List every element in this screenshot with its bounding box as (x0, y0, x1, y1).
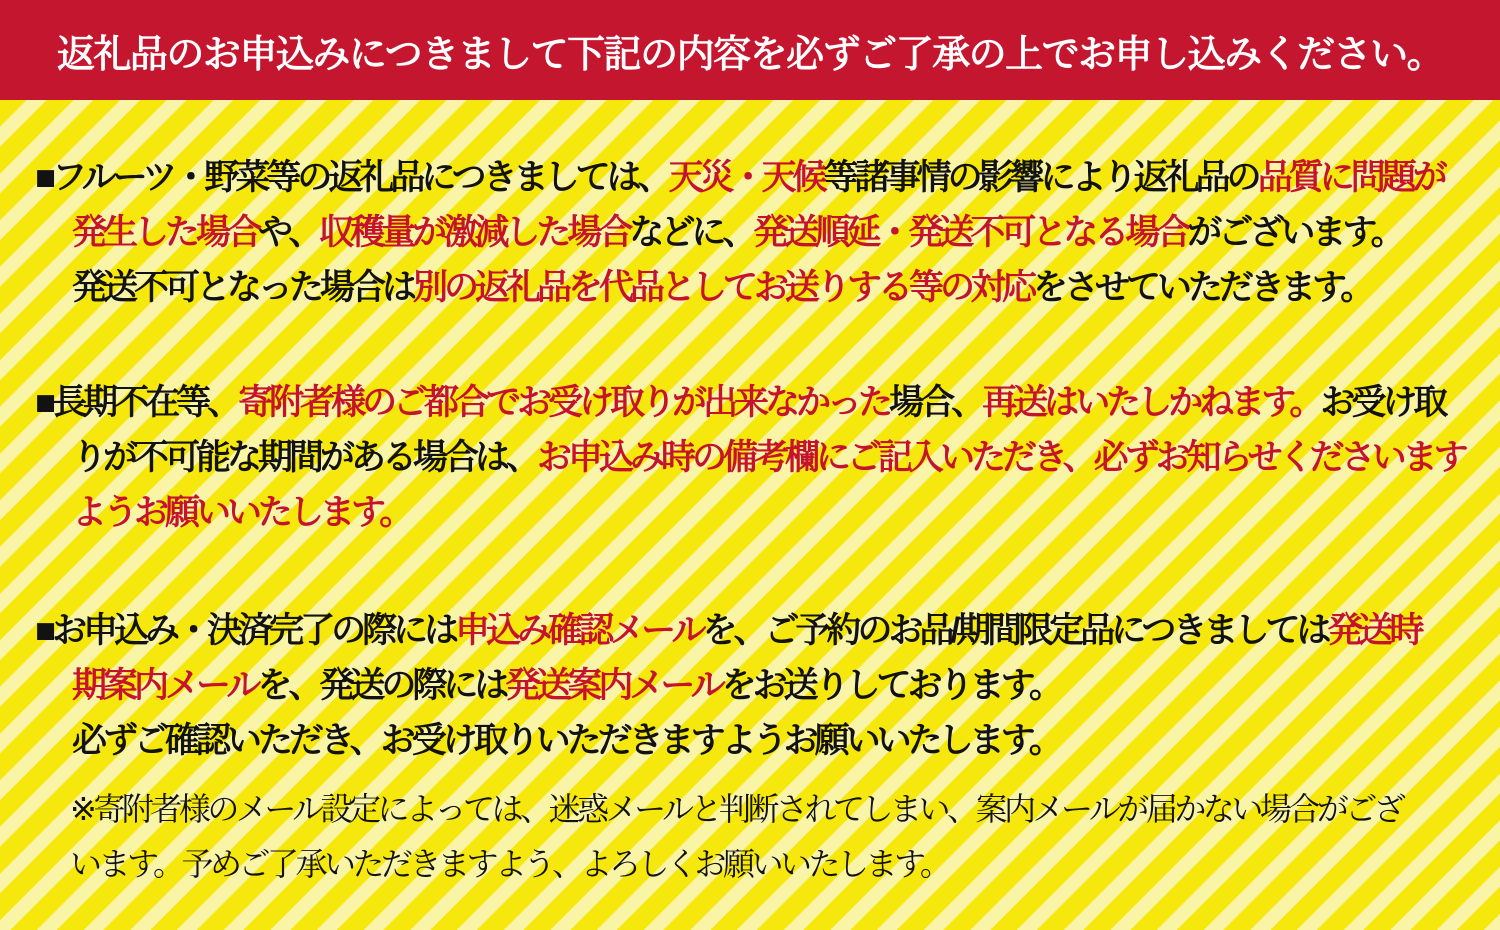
text-segment-highlight: 天災・天候 (668, 158, 824, 197)
text-segment-highlight: 発送時 (1327, 611, 1421, 650)
notice-header-banner (0, 0, 1500, 100)
text-segment-highlight: 寄附者様のご都合でお受け取りが出来なかった (238, 383, 890, 422)
notice-paragraph-emails (35, 603, 1500, 768)
text-segment-highlight: 申込み確認メール (455, 611, 703, 650)
text-segment: がございます。 (1187, 213, 1402, 252)
text-segment: を、発送の際には (257, 666, 506, 705)
footnote-line: ※寄附者様のメール設定によっては、迷惑メールと判断されてしまい、案内メールが届かない場合がござ (70, 791, 1403, 827)
text-segment: ■お申込み・決済完了の際には (35, 611, 456, 650)
text-segment-highlight: 収穫量が激減した場合 (319, 213, 630, 252)
footnote-line: います。予めご了承いただきますよう、よろしくお願いいたします。 (70, 846, 949, 882)
text-segment: ■長期不在等、 (35, 383, 239, 422)
text-segment: 発送不可となった場合は (72, 268, 414, 307)
text-segment-highlight: 品質に問題が (1257, 158, 1444, 197)
text-segment-highlight: 発送案内メール (505, 666, 722, 705)
text-segment: 必ずご確認いただき、お受け取りいただきますようお願いいたします。 (72, 721, 1060, 760)
text-segment-highlight: 再送はいたしかねます。 (982, 383, 1321, 422)
text-segment: お受け取 (1320, 383, 1445, 422)
text-segment: 等諸事情の影響により返礼品の (823, 158, 1258, 197)
text-segment: りが不可能な期間がある場合は、 (72, 438, 538, 477)
notice-footnote-spam-mail (70, 782, 1500, 892)
text-segment: 場合、 (889, 383, 983, 422)
notice-paragraph-fruits-vegetables (35, 150, 1500, 315)
text-segment: や、 (258, 213, 320, 252)
text-segment: ■フルーツ・野菜等の返礼品につきましては、 (35, 158, 669, 197)
text-segment-highlight: 発送順延・発送不可となる場合 (753, 213, 1188, 252)
text-segment-highlight: お申込み時の備考欄にご記入いただき、必ずお知らせくださいます (537, 438, 1465, 477)
text-segment-highlight: ようお願いいたします。 (72, 493, 411, 532)
text-segment-highlight: 別の返礼品を代品としてお送りする等の対応 (413, 268, 1034, 307)
text-segment: などに、 (629, 213, 754, 252)
notice-header-text: 返礼品のお申込みにつきまして下記の内容を必ずご了承の上でお申し込みください。 (56, 33, 1444, 76)
text-segment: を、ご予約のお品/期間限定品につきましては (702, 611, 1328, 650)
text-segment: をさせていただきます。 (1033, 268, 1372, 307)
text-segment-highlight: 発生した場合 (72, 213, 259, 252)
striped-notice-body (0, 100, 1500, 930)
notice-paragraph-absence (35, 375, 1500, 540)
text-segment-highlight: 期案内メール (72, 666, 258, 705)
text-segment: をお送りしております。 (721, 666, 1060, 705)
